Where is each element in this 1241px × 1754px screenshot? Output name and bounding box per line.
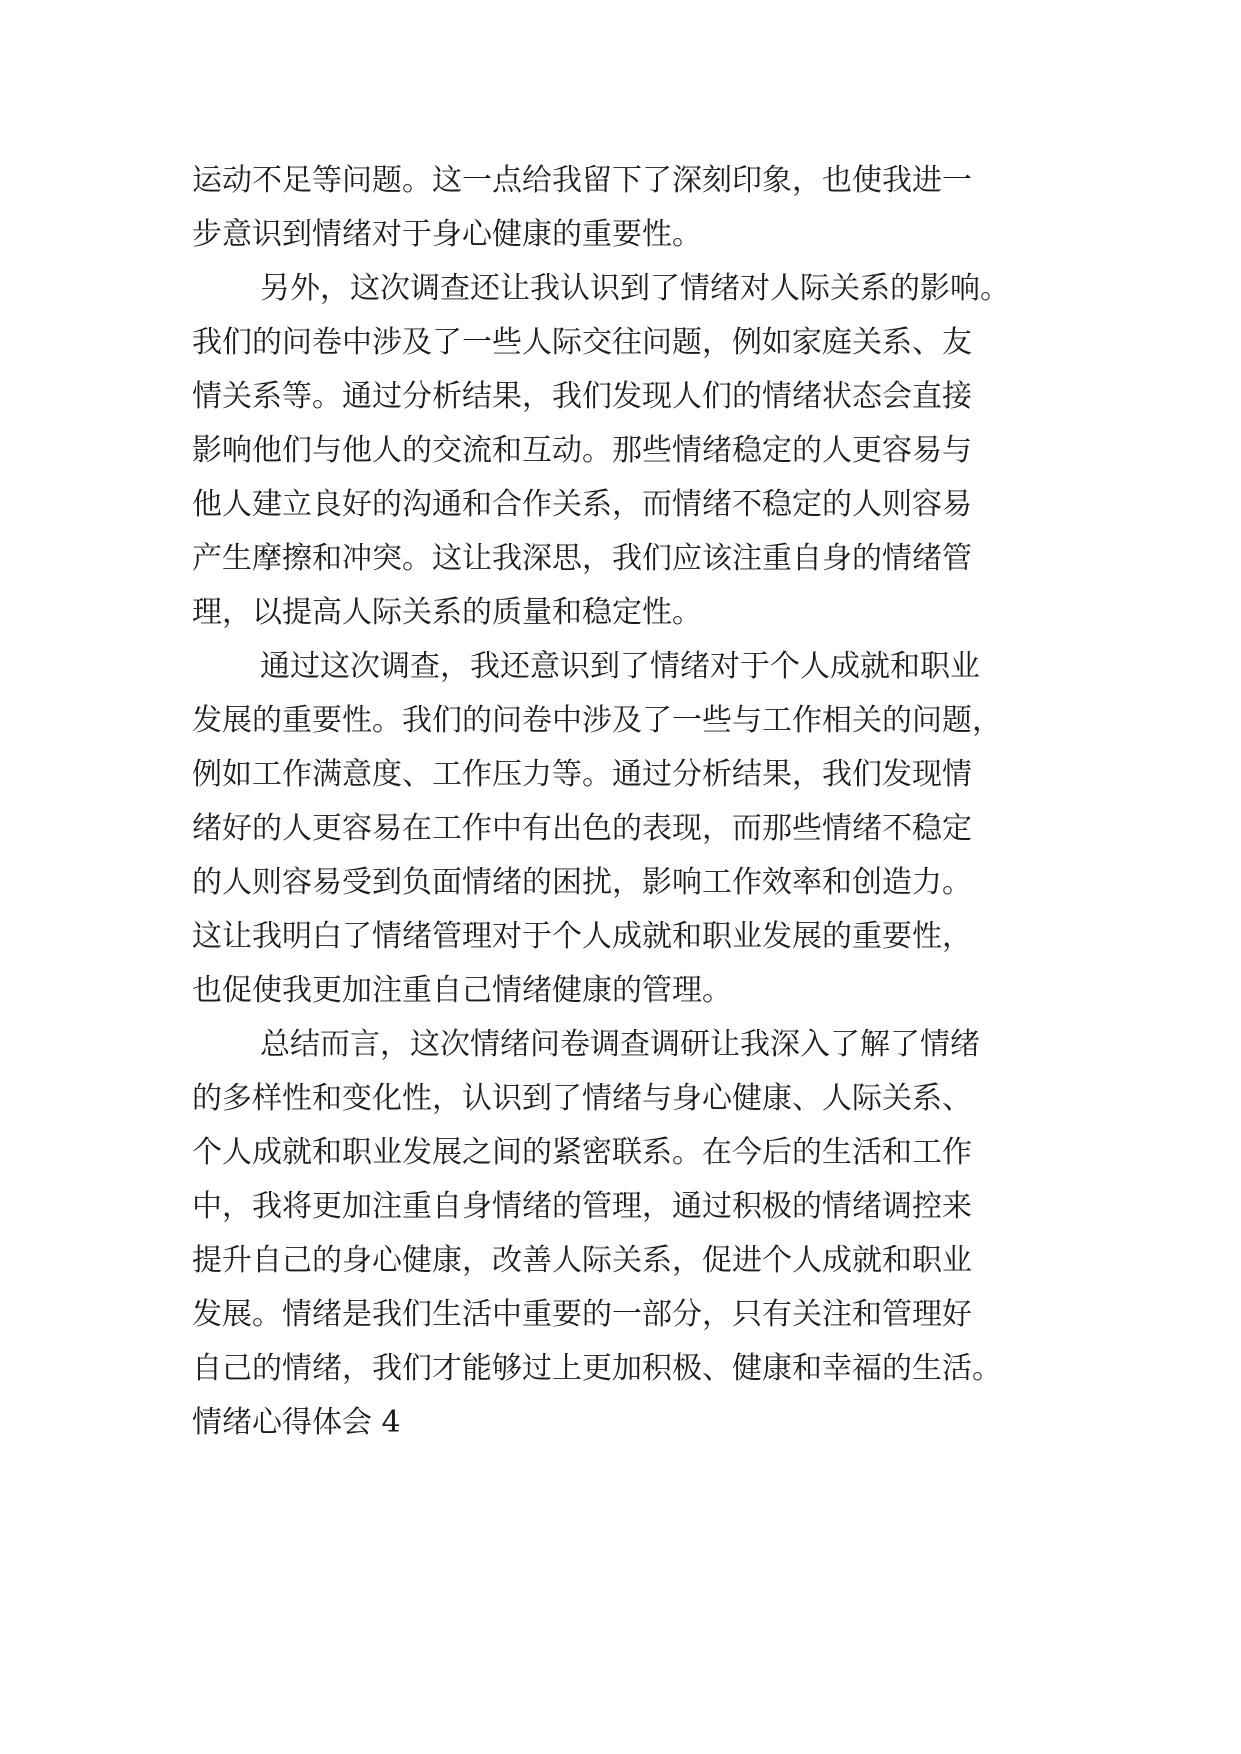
document-body [192, 154, 1072, 1450]
text-line: 他人建立良好的沟通和合作关系，而情绪不稳定的人则容易 [192, 487, 972, 522]
text-line: 影响他们与他人的交流和互动。那些情绪稳定的人更容易与 [192, 433, 972, 468]
text-line: 的多样性和变化性，认识到了情绪与身心健康、人际关系、 [192, 1081, 972, 1116]
text-line: 中，我将更加注重自身情绪的管理，通过积极的情绪调控来 [192, 1189, 972, 1224]
section-heading: 情绪心得体会 4 [192, 1405, 401, 1440]
text-line: 这让我明白了情绪管理对于个人成就和职业发展的重要性， [192, 919, 972, 954]
text-line: 情关系等。通过分析结果，我们发现人们的情绪状态会直接 [192, 379, 972, 414]
text-line: 总结而言，这次情绪问卷调查调研让我深入了解了情绪 [260, 1027, 980, 1062]
text-line: 个人成就和职业发展之间的紧密联系。在今后的生活和工作 [192, 1135, 972, 1170]
text-line: 步意识到情绪对于身心健康的重要性。 [192, 217, 702, 252]
text-line: 发展。情绪是我们生活中重要的一部分，只有关注和管理好 [192, 1297, 972, 1332]
text-line: 我们的问卷中涉及了一些人际交往问题，例如家庭关系、友 [192, 325, 972, 360]
text-line: 发展的重要性。我们的问卷中涉及了一些与工作相关的问题， [192, 703, 1002, 738]
text-line: 产生摩擦和冲突。这让我深思，我们应该注重自身的情绪管 [192, 541, 972, 576]
text-line: 绪好的人更容易在工作中有出色的表现，而那些情绪不稳定 [192, 811, 972, 846]
text-line: 提升自己的身心健康，改善人际关系，促进个人成就和职业 [192, 1243, 972, 1278]
text-line: 理，以提高人际关系的质量和稳定性。 [192, 595, 702, 630]
text-line: 自己的情绪，我们才能够过上更加积极、健康和幸福的生活。 [192, 1351, 1002, 1386]
paragraph-4 [192, 1018, 1072, 1396]
text-line: 的人则容易受到负面情绪的困扰，影响工作效率和创造力。 [192, 865, 972, 900]
paragraph-3 [192, 640, 1072, 1018]
text-line: 例如工作满意度、工作压力等。通过分析结果，我们发现情 [192, 757, 972, 792]
text-line: 运动不足等问题。这一点给我留下了深刻印象，也使我进一 [192, 163, 972, 198]
paragraph-1 [192, 154, 1072, 262]
text-line: 也促使我更加注重自己情绪健康的管理。 [192, 973, 732, 1008]
paragraph-2 [192, 262, 1072, 640]
text-line: 通过这次调查，我还意识到了情绪对于个人成就和职业 [260, 649, 980, 684]
text-line: 另外，这次调查还让我认识到了情绪对人际关系的影响。 [260, 271, 1010, 306]
